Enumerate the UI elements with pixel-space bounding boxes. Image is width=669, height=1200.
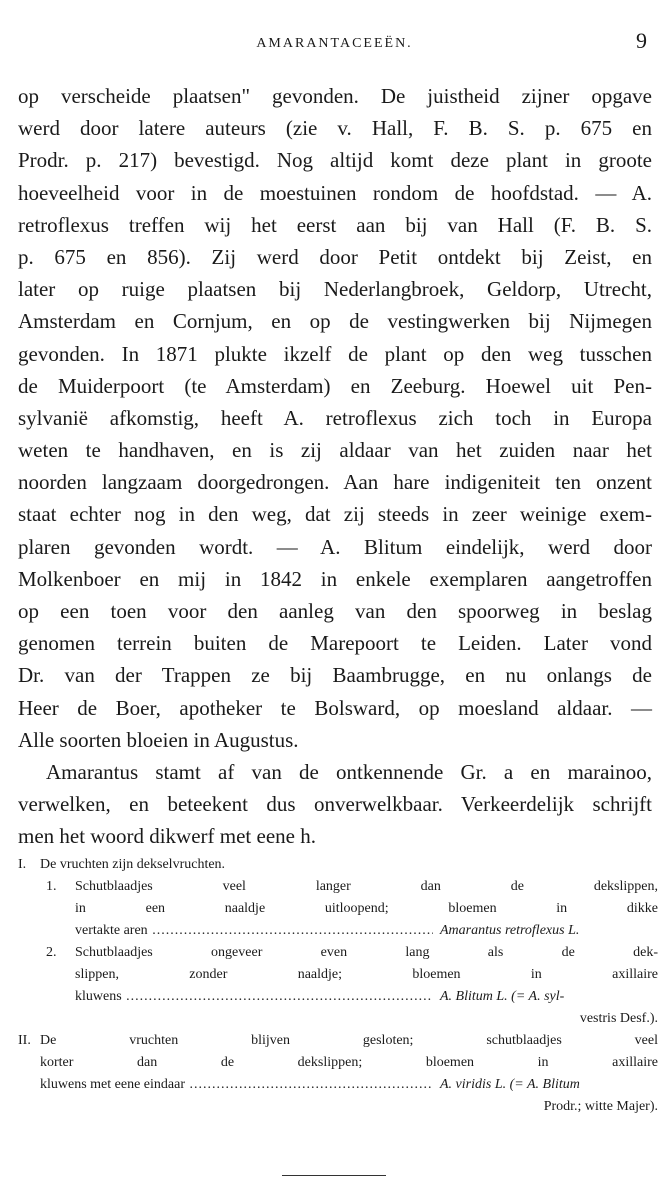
text-line: Amarantus stamt af van de ontkennende Gr. a en marainoo, [46, 759, 652, 784]
text-line: genomen terrein buiten de Marepoort te Leiden. Later vond [18, 631, 652, 656]
key-text-content: kluwens met eene eindaar [40, 1077, 185, 1092]
text-line: op een toen voor den aanleg van den spoorweg in beslag [18, 599, 652, 623]
text-line: plaren gevonden wordt. — A. Blitum eindelijk, werd door [18, 534, 652, 559]
key-row [18, 964, 658, 986]
key-row [18, 854, 658, 876]
key-row [18, 876, 658, 898]
key-row [18, 1096, 658, 1118]
key-text: slippen, zonder naaldje; bloemen in axillaire [75, 967, 658, 982]
key-row [18, 1008, 658, 1030]
text-line: werd door latere auteurs (zie v. Hall, F. B. S. p. 675 en [18, 116, 652, 141]
text-line: sylvanië afkomstig, heeft A. retroflexus zich toch in Europa [18, 405, 652, 430]
text-line: Prodr. p. 217) bevestigd. Nog altijd komt deze plant in groote [18, 148, 652, 173]
key-text [40, 1074, 433, 1096]
text-line: verwelken, en beteekent dus onverwelkbaar. Verkeerdelijk schrijft [18, 792, 652, 817]
key-row [18, 1030, 658, 1052]
text-line: weten te handhaven, en is zij aldaar van het zuiden naar het [18, 438, 652, 463]
key-text [75, 920, 433, 942]
text-line: hoeveelheid voor in de moestuinen rondom de hoofdstad. — A. [18, 180, 652, 205]
text-line: men het woord dikwerf met eene h. [18, 824, 316, 849]
key-text-content: vertakte aren [75, 923, 148, 938]
key-text: Schutblaadjes veel langer dan de dekslippen, [75, 879, 658, 894]
key-text-content: kluwens [75, 989, 122, 1004]
key-species: Amarantus retroflexus L. [440, 923, 580, 938]
key-row [18, 1074, 658, 1096]
key-row [18, 942, 658, 964]
text-line: Dr. van der Trappen ze bij Baambrugge, en nu onlangs de [18, 663, 652, 688]
text-line: retroflexus treffen wij het eerst aan bij van Hall (F. B. S. [18, 212, 652, 237]
key-text [75, 986, 433, 1008]
text-line: Amsterdam en Cornjum, en op de vestingwerken bij Nijmegen [18, 309, 652, 334]
key-number: II. [18, 1033, 31, 1048]
text-line: noorden langzaam doorgedrongen. Aan hare indigeniteit ten onzent [18, 470, 652, 495]
text-line: gevonden. In 1871 plukte ikzelf de plant op den weg tusschen [18, 341, 652, 366]
key-row [18, 986, 658, 1008]
key-text: De vruchten blijven gesloten; schutblaadjes veel [40, 1033, 658, 1048]
closing-rule [282, 1175, 386, 1176]
text-line: p. 675 en 856). Zij werd door Petit ontdekt bij Zeist, en [18, 244, 652, 269]
key-text: in een naaldje uitloopend; bloemen in dikke [75, 901, 658, 916]
key-species: A. viridis L. (= A. Blitum [440, 1077, 580, 1092]
page-number: 9 [636, 28, 647, 53]
text-line: Molkenboer en mij in 1842 in enkele exemplaren aangetroffen [18, 566, 652, 591]
key-number: 2. [46, 945, 57, 960]
key-species: A. Blitum L. (= A. syl- [440, 989, 565, 1004]
body-text [18, 80, 652, 853]
text-line: op verscheide plaatsen" gevonden. De juistheid zijner opgave [18, 84, 652, 108]
page-header [0, 28, 669, 58]
text-line: Alle soorten bloeien in Augustus. [18, 727, 299, 752]
key-species-continued: vestris Desf.). [579, 1011, 658, 1026]
key-text: korter dan de dekslippen; bloemen in axillaire [40, 1055, 658, 1070]
key-row [18, 1052, 658, 1074]
key-text: Schutblaadjes ongeveer even lang als de dek- [75, 945, 658, 960]
running-head: AMARANTACEEËN. [256, 36, 413, 51]
text-line: later op ruige plaatsen bij Nederlangbroek, Geldorp, Utrecht, [18, 277, 652, 302]
text-line: staat echter nog in den weg, dat zij steeds in zeer weinige exem- [18, 502, 652, 527]
key-text: De vruchten zijn dekselvruchten. [40, 857, 226, 872]
identification-key [18, 854, 658, 1118]
key-species-continued: Prodr.; witte Majer). [543, 1099, 658, 1114]
key-row [18, 920, 658, 942]
text-line: Heer de Boer, apotheker te Bolsward, op moesland aldaar. — [18, 695, 652, 720]
key-row [18, 898, 658, 920]
key-number: 1. [46, 879, 57, 894]
text-line: de Muiderpoort (te Amsterdam) en Zeeburg. Hoewel uit Pen- [18, 373, 652, 398]
key-number: I. [18, 857, 27, 872]
